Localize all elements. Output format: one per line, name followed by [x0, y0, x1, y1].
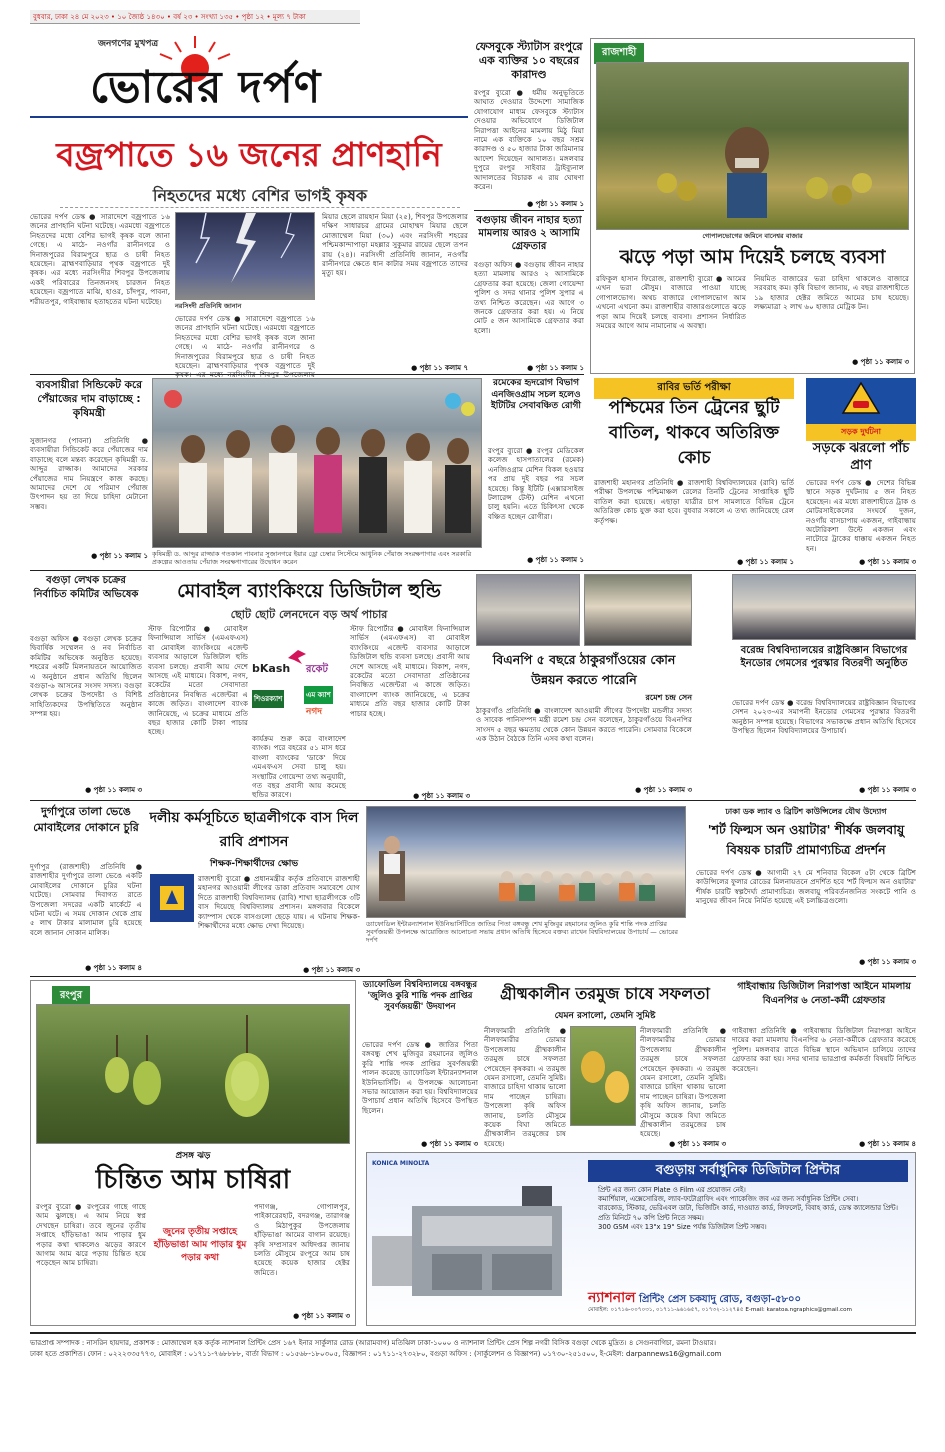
watermelon-body: নীলফামারী প্রতিনিধি ● নীলফামারীর ডোমার উপজেলায় গ্রীষ্মকালীন তরমুজ চাষে সফলতা পেয়েছেন কৃষকরা। এ তরমুজ যেমন রসালো, তেমনি সুমিষ্ট। বাজারে চাহিদা থাকায় ভালো দাম পাচ্ছেন চাষিরা। উপজেলা কৃষি অফিস জানায়, চলতি মৌসুমে কয়েক বিঘা জমিতে গ্রীষ্মকালীন তরমুজের চাষ হয়েছে। — [484, 1026, 566, 1148]
masthead-logo-block — [30, 28, 360, 113]
rangpur-jump: ● পৃষ্ঠা ১১ কলাম ৩ — [293, 1312, 350, 1320]
university-seal-icon — [152, 876, 192, 920]
bogura-murder-headline: বগুড়ায় জীবন নাহার হত্যা মামলায় আরও ২ আসামি গ্রেফতার — [476, 215, 582, 252]
car-crash-icon — [841, 381, 881, 415]
watermelon-subhead: যেমন রসালো, তেমনি সুমিষ্ট — [554, 1011, 656, 1021]
rail-headline: পশ্চিমের তিন ট্রেনের ছুটি বাতিল, থাকবে অতিরিক্ত কোচ — [608, 398, 780, 468]
ad-contact: মোবাইল: ০১৭১৬-০০৭০৩১, ০১৭১১-৯৬১৬৫৭, ০১৭৩২-১১২৭৪৫ E-mail: karatoa.ngraphics@gmail.com — [588, 1307, 852, 1313]
durgapur-body: দুর্গাপুর (রাজশাহী) প্রতিনিধি ● রাজশাহীর দুর্গাপুরে তালা ভেঙে একটি মোবাইলের দোকানে চুরির ঘটনা ঘটেছে। সোমবার দিবাগত রাতে উপজেলা সদরের একটি মার্কেটে এ ঘটনা ঘটে। এ সময় দোকান থেকে প্রায় ৫ লাখ টাকার মালামাল চুরি হয়েছে বলে জানান দোকান মালিক। — [30, 862, 142, 937]
gaibandha-headline: গাইবান্ধায় ডিজিটাল নিরাপত্তা আইনে মামলায় বিএনপির ৬ নেতা-কর্মী গ্রেফতার — [737, 981, 911, 1006]
climate-body: ভোরের দর্পণ ডেস্ক ● আগামী ২৭ মে শনিবার বিকেল ৫টা থেকে ব্রিটিশ কাউন্সিলের ফুলার রোডের মিলনায়তনে প্রদর্শিত হবে 'শর্ট ফিল্মস অন ওয়াটার' শীর্ষক চারটি স্বল্পদৈর্ঘ্য প্রামাণ্যচিত্র। জলবায়ু পরিবর্তনজনিত সংকটে পানি ও মানুষের জীবন নিয়ে নির্মিত হয়েছে এই চলচ্চিত্রগুলো। — [696, 868, 916, 906]
writers-jump: ● পৃষ্ঠা ১১ কলাম ৩ — [85, 786, 142, 794]
accident-body: ভোরের দর্পণ ডেস্ক ● দেশের বিভিন্ন স্থানে সড়ক দুর্ঘটনায় ৫ জন নিহত হয়েছেন। এর মধ্যে রাজশাহীতে ট্রাক ও মোটরসাইকেলের সংঘর্ষে দুজন, নওগাঁয় বাসচাপায় একজন, গাইবান্ধায় অটোরিকশা উল্টে একজন এবং নাটোরে ট্রাকের ধাক্কায় একজন নিহত হন। — [806, 478, 916, 553]
juliocurie-headline: ড্যাফোডিল বিশ্ববিদ্যালয়ে বঙ্গবন্ধুর 'জুলিও কুরি শান্তি পদক প্রাপ্তির সুবর্ণজয়ন্তী' উদযাপন — [362, 980, 478, 1012]
date-line: বুধবার, ঢাকা ২৪ মে ২০২৩ • ১০ জ্যৈষ্ঠ ১৪৩০ • বর্ষ ২৩ • সংখ্যা ১৩৫ • পৃষ্ঠা ১২ • মূল্য ৭ টাকা — [33, 13, 306, 21]
syndicate-body: সুজানগর (পাবনা) প্রতিনিধি ● ব্যবসায়ীরা সিন্ডিকেট করে পেঁয়াজের দাম বাড়াচ্ছে বলে মন্তব্য করেছেন কৃষিমন্ত্রী ড. আব্দুর রাজ্জাক। আমাদের সরকার পেঁয়াজের দাম নিয়ন্ত্রণে কাজ করছে। আমাদের দেশে যে পরিমাণ পেঁয়াজ উৎপাদন হয় তা দিয়ে চাহিদা মেটানো সম্ভব। — [30, 436, 148, 511]
climate-jump: ● পৃষ্ঠা ১১ কলাম ৩ — [859, 958, 916, 966]
footer-line2: ঢাকা হতে প্রকাশিত। ফোন : ০২২২৩৩৫৭৭৩, মোবাইল : ০১৭১১-৭৬৮৮৮৮, বার্তা বিভাগ : ০১৫৬৮-১৮০৩০৫, বিজ্ঞাপন : ০১৭১১-২৭৩২৮০, বগুড়া অফিস : (সার্কুলেশন ও বিজ্ঞাপন) ০১৭৩০-২৫১৫০০, ই-মেইল: darpannews16@gmail.com — [30, 1350, 722, 1358]
ad-bullet: প্রিন্ট এর জন্য কোন Plate ও Film এর প্রয়োজন নেই। — [598, 1186, 746, 1194]
ad-company-name: ন্যাশনাল — [588, 1290, 636, 1306]
ad-bullet: প্রতি মিনিটে ৭০ কপি প্রিন্ট নিতে সক্ষম। — [598, 1213, 704, 1222]
conference-caption: ড্যাফোডিল ইন্টারন্যাশনাল ইউনিভার্সিটিতে জাতির পিতা বঙ্গবন্ধু শেখ মুজিবুর রহমানের জুলিও কুরি শান্তি পদক প্রাপ্তির সুবর্ণজয়ন্তী উপলক্ষে আয়োজিত আলোচনা সভায় প্রধান অতিথি হিসেবে বক্তব্য রাখেন বিশ্ববিদ্যালয়ের উপাচার্য — ভোরের দর্পণ — [366, 920, 678, 944]
thakurgaon-body: ঠাকুরগাঁও প্রতিনিধি ● বাংলাদেশ আওয়ামী লীগের উপদেষ্টা মন্ডলীর সদস্য ও সাবেক পানিসম্পদ মন্ত্রী রমেশ চন্দ্র সেন বলেছেন, ঠাকুরগাঁওয়ে বিএনপির সাংসদ ৫ বছর ক্ষমতায় থেকে কোন উন্নয়ন করতে পারেনি। সোমবার বিকেলে এক উঠান বৈঠকে তিনি এসব কথা বলেন। — [476, 706, 692, 744]
facebook-jump: ● পৃষ্ঠা ১১ কলাম ১ — [527, 200, 584, 208]
ad-brand: KONICA MINOLTA — [372, 1160, 430, 1167]
lead-subhead: নিহতদের মধ্যে বেশির ভাগই কৃষক — [60, 184, 460, 208]
tagline: জনগণের মুখপত্র — [98, 39, 159, 49]
rail-jump: ● পৃষ্ঠা ১১ কলাম ১ — [737, 558, 794, 566]
rangpur-pullquote: জুনের তৃতীয় সপ্তাহে হাঁড়িভাঙা আম পাড়ার ধুম পড়ার কথা — [153, 1227, 247, 1263]
durgapur-headline: দুর্গাপুরে তালা ভেঙে মোবাইলের দোকানে চুরি — [33, 805, 139, 834]
accident-jump: ● পৃষ্ঠা ১১ কলাম ৩ — [859, 558, 916, 566]
thakurgaon-jump: ● পৃষ্ঠা ১১ কলাম ৩ — [635, 786, 692, 794]
mcash-logo: এম ক্যাশ — [304, 686, 333, 704]
mango-market-photo — [596, 62, 909, 230]
ad-company — [588, 1286, 908, 1304]
rocket-logo: রকেট — [306, 664, 328, 675]
ad-bullet: কমার্শিয়াল, এক্সেসোরিজ, ল্যাব-ফটোগ্রাফিং এবং প্যাকেজিং জব এর জন্য সর্বাধুনিক প্রিন্টিং সেবা। — [598, 1195, 859, 1204]
ad-headline: বগুড়ায় সর্বাধুনিক ডিজিটাল প্রিন্টার — [588, 1160, 908, 1182]
hundi-jump: ● পৃষ্ঠা ১১ কলাম ৩ — [413, 792, 470, 800]
hundi-body: স্টাফ রিপোর্টার ● মোবাইল ফিনান্সিয়াল সার্ভিস (এমএফএস) বা মোবাইল ব্যাংকিংয়ে এজেন্ট ব্যবসার আড়ালে ডিজিটাল হুন্ডি ব্যবসা চলছে। প্রবাসী আয় দেশে আসছে এই মাধ্যমে। বিকাশ, নগদ, রকেটের মতো সেবাদাতা প্রতিষ্ঠানের নিবন্ধিত এজেন্টরা এ কাজে জড়িত। বাংলাদেশ ব্যাংক জানিয়েছে, এ চক্রের মাধ্যমে প্রতি বছর হাজার কোটি টাকা পাচার হচ্ছে। — [148, 624, 248, 737]
writers-headline: বগুড়া লেখক চক্রের নির্বাচিত কমিটির অভিষেক — [33, 575, 139, 600]
facebook-body: রংপুর ব্যুরো ● ধর্মীয় অনুভূতিতে আঘাত দেওয়ার উদ্দেশ্যে সামাজিক যোগাযোগ মাধ্যম ফেসবুকে স্ট্যাটাস দেওয়ার অভিযোগে ডিজিটাল নিরাপত্তা আইনের মামলায় মিঠু মিয়া নামে এক ব্যক্তিকে ১০ বছর সশ্রম কারাদণ্ড ও ৫০ হাজার টাকা জরিমানার আদেশ দিয়েছেন আদালত। মঙ্গলবার দুপুরে রংপুর সাইবার ট্রাইব্যুনাল আদালতের বিচারক এ রায় ঘোষণা করেন। — [474, 88, 584, 192]
bkash-logo: bKash — [252, 662, 291, 675]
rangpur-tag: রংপুর — [52, 986, 90, 1007]
chhatra-headline: দলীয় কর্মসূচিতে ছাত্রলীগকে বাস দিল রাবি প্রশাসন — [149, 810, 359, 850]
hundi-body2: কার্যক্রম শুরু করে বাংলাদেশ ব্যাংক। পরে বহরের ৫১ মাস ধরে বাংলা ব্যাংকের 'ডাকে' দিয়ে এমএফএস সেবা চালু হয়। সংস্থাটির গোয়েন্দা তথ্য অনুযায়ী, গত বছর প্রবাসী আয় কমেছে হুন্ডির কারণে। — [252, 734, 346, 800]
thakurgaon-byline: রমেশ চন্দ্র সেন — [645, 693, 692, 702]
thakurgaon-headline: বিএনপি ৫ বছরে ঠাকুরগাঁওয়ের কোন উন্নয়ন করতে পারেনি — [492, 652, 676, 687]
hundi-logos — [252, 660, 346, 730]
syndicate-headline: ব্যবসায়ীরা সিন্ডিকেট করে পেঁয়াজের দাম বাড়াচ্ছে : কৃষিমন্ত্রী — [36, 379, 142, 419]
writers-body: বগুড়া অফিস ● বগুড়া লেখক চক্রের দ্বিবার্ষিক সম্মেলন ও নব নির্বাচিত কমিটির অভিষেক অনুষ্ঠিত হয়েছে। শহরের একটি মিলনায়তনে আয়োজিত এ অনুষ্ঠানে প্রধান অতিথি ছিলেন বগুড়া-৬ আসনের সংসদ সদস্য। বগুড়া লেখক চক্রের উপদেষ্টা ও বিশিষ্ট সাহিত্যিকদের উপস্থিতিতে অনুষ্ঠান সম্পন্ন হয়। — [30, 634, 142, 719]
bogura-murder-jump: ● পৃষ্ঠা ১১ কলাম ১ — [527, 364, 584, 372]
climate-headline: 'শর্ট ফিল্মস অন ওয়াটার' শীর্ষক জলবায়ু বিষয়ক চারটি প্রামাণ্যচিত্র প্রদর্শন — [707, 822, 905, 857]
logo-text: ভোরের দর্পণ — [90, 62, 322, 113]
nagad-logo: নগদ — [306, 707, 322, 717]
gaibandha-jump: ● পৃষ্ঠা ১১ কলাম ৪ — [859, 1140, 916, 1148]
rajshahi-headline: ঝড়ে পড়া আম দিয়েই চলছে ব্যবসা — [619, 246, 886, 268]
hundi-body3: স্টাফ রিপোর্টার ● মোবাইল ফিনান্সিয়াল সার্ভিস (এমএফএস) বা মোবাইল ব্যাংকিংয়ে এজেন্ট ব্যবসার আড়ালে ডিজিটাল হুন্ডি ব্যবসা চলছে। প্রবাসী আয় দেশে আসছে এই মাধ্যমে। বিকাশ, নগদ, রকেটের মতো সেবাদাতা প্রতিষ্ঠানের নিবন্ধিত এজেন্টরা এ কাজে জড়িত। বাংলাদেশ ব্যাংক জানিয়েছে, এ চক্রের মাধ্যমে প্রতি বছর হাজার কোটি টাকা পাচার হচ্ছে। — [350, 624, 470, 718]
accident-banner — [806, 378, 916, 424]
bird-logo-icon — [286, 648, 308, 666]
gaibandha-body: গাইবান্ধা প্রতিনিধি ● গাইবান্ধায় ডিজিটাল নিরাপত্তা আইনে দায়ের করা মামলায় বিএনপির ৬ নেতা-কর্মীকে গ্রেফতার করেছে পুলিশ। মঙ্গলবার রাতে বিভিন্ন স্থানে অভিযান চালিয়ে তাদের গ্রেফতার করা হয়। সদর থানার ভারপ্রাপ্ত কর্মকর্তা বিষয়টি নিশ্চিত করেছেন। — [732, 1026, 916, 1073]
rangpur-body: রংপুর ব্যুরো ● রংপুরের গাছে গাছে আম ঝুলছে। এ আম নিয়ে স্বপ্ন দেখছেন চাষিরা। তবে জুনের তৃতীয় সপ্তাহে হাঁড়িভাঙা আম পাড়ার ধুম পড়ার কথা থাকলেও ঝড়ের কারণে আগাম আম ঝরে পড়ায় চিন্তিত হয়ে পড়েছেন আম চাষিরা। — [36, 1202, 146, 1268]
printer-icon — [372, 1176, 582, 1306]
footer-imprint — [30, 1338, 916, 1364]
varendra-headline: বরেন্দ্র বিশ্ববিদ্যালয়ের রাষ্ট্রবিজ্ঞান বিভাগের ইনডোর গেমসের পুরস্কার বিতরণী অনুষ্ঠিত — [740, 645, 908, 669]
ad-bullet: 300 GSM এবং 13"x 19" Size পর্যন্ত ডিজিটাল প্রিন্ট সম্ভব। — [598, 1222, 767, 1231]
rajshahi-jump: ● পৃষ্ঠা ১১ কলাম ৩ — [852, 358, 909, 366]
syndicate-photo-caption: কৃষিমন্ত্রী ড. আব্দুর রাজ্জাক গতকাল পাবনার সুজানগরে ইয়ার ড্রো চেম্বার সিস্টেমে আধুনিক পেঁয়াজ সংরক্ষণাগার এবং সরকারি প্রকল্পের আওতায় পেঁয়াজ সংরক্ষণাগারের উদ্বোধন করেন — [152, 550, 472, 566]
juliocurie-jump: ● পৃষ্ঠা ১১ কলাম ৩ — [421, 1140, 478, 1148]
rmc-headline: রমেকের হৃদরোগ বিভাগ এনজিওগ্রাম সচল হলেও ইটিটির সেবাবঞ্চিত রোগী — [491, 378, 581, 411]
ad-bullets — [598, 1186, 908, 1282]
juliocurie-body: ভোরের দর্পণ ডেস্ক ● জাতির পিতা বঙ্গবন্ধু শেখ মুজিবুর রহমানের জুলিও কুরি শান্তি পদক প্রাপ্তির সুবর্ণজয়ন্তী পালন করেছে ড্যাফোডিল ইন্টারন্যাশনাল ইউনিভার্সিটি। এ উপলক্ষে আলোচনা সভার আয়োজন করা হয়। বিশ্ববিদ্যালয়ের উপাচার্য প্রধান অতিথি হিসেবে উপস্থিত ছিলেন। — [362, 1040, 478, 1115]
lead-body-col1b: ভোরের দর্পণ ডেস্ক ● সারাদেশে বজ্রপাতে ১৬ জনের প্রাণহানি ঘটনা ঘটেছে। এরমধ্যে বজ্রপাতে নিহতদের মধ্যে বেশির ভাগই কৃষক বলে জানা গেছে। এ মাঠে- নওগাঁর রানীনগরে ও দিনাজপুরের বিরামপুরে ছাত্র ও চাষী নিহত হয়েছেন। ব্রাহ্মণবাড়িয়ার পৃথক বজ্রপাতে দুই — [175, 314, 315, 371]
ad-bullet: বারকোড, স্টিকার, ভেরিএবল ডাটা, ভিজিটিং কার্ড, দাওয়াত কার্ড, লিফলেট, বিবাহ কার্ড, ডেস্ক ক্যালেন্ডার প্রিন্ট। — [598, 1204, 898, 1213]
climate-kicker: ঢাকা ডক ল্যাব ও ব্রিটিশ কাউন্সিলের যৌথ উদ্যোগ — [725, 807, 887, 816]
rajshahi-tag: রাজশাহী — [594, 43, 644, 64]
lead-body-col1: ভোরের দর্পণ ডেস্ক ● সারাদেশে বজ্রপাতে ১৬ জনের প্রাণহানি ঘটনা ঘটেছে। এরমধ্যে বজ্রপাতে নিহতদের মধ্যে বেশির ভাগই কৃষক বলে জানা গেছে। এ মাঠে- নওগাঁর রানীনগরে ও দিনাজপুরের বিরামপুরে ছাত্র ও চাষী নিহত হয়েছেন। ব্রাহ্মণবাড়িয়ার পৃথক বজ্রপাতে দুই কৃষক। এর মধ্যে নরসিংদীর শিবপুর উপজেলায় একই পরিবারের তিনজনসহ চারজন নিহত হয়েছেন। বজ্রপাতে মাঝি, হাওর, চাঁদপুর, পাবনা, শরীয়তপুর, গাইবান্ধায় হতাহতের ঘটনা ঘটেছে। — [30, 212, 170, 306]
footer-line1: ভারপ্রাপ্ত সম্পাদক : নাসরিন হায়দার, প্রকাশক : মোজাম্মেল হক কর্তৃক ন্যাশনাল প্রিন্টিং প্রেস ১৬৭ ইনার সার্কুলার রোড (আরামবাগ) মতিঝিল ঢাকা-১০০০ ও ন্যাশনাল প্রিন্টিং প্রেস শিল্প নগরী বিসিক বগুড়া থেকে মুদ্রিত। ৪ সেগুনবাগিচা, রমনা টাওয়ার। — [30, 1339, 716, 1347]
chhatra-subhead: শিক্ষক-শিক্ষার্থীদের ক্ষোভ — [209, 859, 299, 869]
thakurgaon-photo — [476, 574, 580, 646]
facebook-headline: ফেসবুকে স্ট্যাটাস রংপুরে এক ব্যক্তির ১০ বছরের কারাদণ্ড — [475, 40, 583, 81]
rmc-body: রংপুর ব্যুরো ● রংপুর মেডিকেল কলেজ হাসপাতালের (রমেক) এনজিওগ্রাম মেশিন বিকল হওয়ার পর প্রায় দুই বছর পর সচল হয়েছে। কিন্তু ইটিটি (এক্সারসাইজ টলারেন্স টেস্ট) মেশিন এখনো চালু হয়নি। এতে চিকিৎসা থেকে বঞ্চিত হচ্ছেন রোগীরা। — [488, 446, 584, 521]
chhatra-jump: ● পৃষ্ঠা ১১ কলাম ৩ — [303, 966, 360, 974]
thakurgaon-photo-2 — [584, 574, 692, 646]
printer-image — [372, 1176, 582, 1306]
surecash-logo: শিওরক্যাশ — [252, 690, 284, 708]
rajshahi-body2: নিয়মিত বাজারের ভরা চাহিদা থাকলেও বাজারে সরবরাহ কম। কৃষি বিভাগ জানায়, এ বছর রাজশাহীতে ১৯ হাজার হেক্টর জমিতে আমের চাষ হয়েছে। লক্ষ্যমাত্রা ২ লাখ ৬০ হাজার মেট্রিক টন। — [754, 274, 909, 312]
lightning-photo — [175, 212, 315, 300]
lead-jump: ● পৃষ্ঠা ১১ কলাম ৭ — [411, 364, 468, 372]
watermelon-photo — [570, 1026, 636, 1126]
rabi-seal — [150, 874, 194, 922]
hundi-headline: মোবাইল ব্যাংকিংয়ে ডিজিটাল হুন্ডি — [177, 580, 441, 602]
lead-photo-caption: নরসিংদী প্রতিনিধি জানান — [175, 302, 242, 310]
masthead-topbar — [30, 10, 360, 24]
watermelon-headline: গ্রীষ্মকালীন তরমুজ চাষে সফলতা — [500, 984, 710, 1003]
syndicate-jump: ● পৃষ্ঠা ১১ কলাম ১ — [91, 552, 148, 560]
accident-tag: সড়ক দুর্ঘটনা — [806, 424, 916, 441]
durgapur-jump: ● পৃষ্ঠা ১১ কলাম ৪ — [85, 964, 142, 972]
rmc-jump: ● পৃষ্ঠা ১১ কলাম ১ — [527, 556, 584, 564]
watermelon-jump: ● পৃষ্ঠা ১১ কলাম ৩ — [669, 1140, 726, 1148]
rail-tag: রাবির ভর্তি পরীক্ষা — [594, 378, 794, 399]
varendra-jump: ● পৃষ্ঠা ১১ কলাম ৩ — [859, 786, 916, 794]
mango-tree-photo — [36, 1004, 350, 1144]
ad-company-rest: প্রিন্টিং প্রেস চকযাদু রোড, বগুড়া-৫৮০০ — [639, 1294, 802, 1305]
varendra-photo — [732, 574, 916, 640]
rajshahi-caption: গোপালভোগের জমিনে বানেশ্বর বাজার — [702, 232, 803, 240]
varendra-body: ভোরের দর্পণ ডেস্ক ● বরেন্দ্র বিশ্ববিদ্যালয়ের রাষ্ট্রবিজ্ঞান বিভাগের সেশন ২০২৩-এর সমাপনী ইনডোর গেমসের পুরস্কার বিতরণী অনুষ্ঠান সম্পন্ন হয়েছে। বিভাগের সভাকক্ষে প্রধান অতিথি হিসেবে উপস্থিত ছিলেন বিশ্ববিদ্যালয়ের উপাচার্য। — [732, 698, 916, 736]
rangpur-headline: চিন্তিত আম চাষিরা — [95, 1165, 291, 1195]
hundi-subhead: ছোট ছোট লেনদেনে বড় অর্থ পাচার — [230, 608, 388, 621]
rail-body: রাজশাহী মহানগর প্রতিনিধি ● রাজশাহী বিশ্ববিদ্যালয়ের (রাবি) ভর্তি পরীক্ষা উপলক্ষে পশ্চিমাঞ্চল রেলের তিনটি ট্রেনের সাপ্তাহিক ছুটি বাতিল করা হয়েছে। এছাড়া যাত্রীর চাপ সামলাতে বিভিন্ন ট্রেনে অতিরিক্ত কোচ যুক্ত করা হবে। বুধবার সকালে এ তথ্য জানিয়েছে রেল কর্তৃপক্ষ। — [594, 478, 794, 525]
prasanga-label: প্রসঙ্গ ঝড় — [175, 1151, 211, 1161]
bogura-murder-body: বগুড়া অফিস ● বগুড়ায় জীবন নাহার হত্যা মামলায় আরও ২ আসামিকে গ্রেফতার করা হয়েছে। জেলা গোয়েন্দা পুলিশ ও সদর থানার পুলিশ সুপার এ তথ্য নিশ্চিত করেছেন। এর আগে ৩ জনকে গ্রেফতার করা হয়। এ নিয়ে মোট ৫ জন আসামিকে গ্রেফতার করা হলো। — [474, 260, 584, 335]
rajshahi-body: রফিকুল হাসান ফিরোজ, রাজশাহী ব্যুরো ● আমের এখন ভরা মৌসুম। বাজারে পাওয়া যাচ্ছে গোপালভোগ। অথচ বাজারে গোপালভোগ আম এখনো এখনো কম। রাজশাহীর বাজারগুলোতে ঝড়ে পড়া আম দিয়েই চলছে ব্যবসা। প্রশাসন নির্ধারিত সময়ের আগে আম নামানোয় এ অবস্থা। — [596, 274, 746, 331]
conference-photo — [366, 806, 686, 918]
lead-body-col2: মিয়ার ছেলে রায়হান মিয়া (২৫), শিবপুর উপজেলার দক্ষিণ সাধারচর গ্রামের মোহাম্মদ মিয়ার ছেলে মোজাম্মেল মিয়া (৩০) এবং নরসিংদী শহরের পশ্চিমকান্দাপাড়া মহল্লার সুকুমার রায়ের ছেলে তপন রায় (২৪)। নরসিংদী প্রতিনিধি জানান, নওগাঁর রানীনগরে ক্ষেতে ধান কাটার সময় বজ্রপাতে তাদের মৃত্যু হয়। — [322, 212, 468, 278]
accident-headline: সড়কে ঝরলো পাঁচ প্রাণ — [812, 441, 910, 473]
chhatra-body: রাজশাহী ব্যুরো ● প্রধানমন্ত্রীর কর্তৃক প্রতিবাদে রাজশাহী মহানগর আওয়ামী লীগের ডাকা প্রতিবাদ সমাবেশে যোগ দিতে রাজশাহী বিশ্ববিদ্যালয় (রাবি) শাখা ছাত্রলীগকে ৩টি বাস দিয়েছে বিশ্ববিদ্যালয় প্রশাসন। মঙ্গলবার বিকেলে ক্যাম্পাস থেকে বাসগুলো ছেড়ে যায়। এ ঘটনায় শিক্ষক-শিক্ষার্থীদের মধ্যে ক্ষোভ দেখা দিয়েছে। — [198, 874, 360, 931]
watermelon-body2: নীলফামারী প্রতিনিধি ● নীলফামারীর ডোমার উপজেলায় গ্রীষ্মকালীন তরমুজ চাষে সফলতা পেয়েছেন কৃষকরা। এ তরমুজ যেমন রসালো, তেমনি সুমিষ্ট। বাজারে চাহিদা থাকায় ভালো দাম পাচ্ছেন চাষিরা। উপজেলা কৃষি অফিস জানায়, চলতি মৌসুমে কয়েক বিঘা জমিতে গ্রীষ্মকালীন তরমুজের চাষ হয়েছে। — [640, 1026, 726, 1139]
rangpur-body2: পদাগঞ্জ, গোপালপুর, পাইকারেরহাট, বদরগঞ্জ, তারাগঞ্জ ও মিঠাপুকুর উপজেলায় হাঁড়িভাঙা আমের বাগান রয়েছে। কৃষি সম্প্রসারণ অধিদপ্তর জানায় চলতি মৌসুমে রংপুরে আম চাষ হয়েছে কয়েক হাজার হেক্টর জমিতে। — [254, 1202, 350, 1277]
lead-headline: বজ্রপাতে ১৬ জনের প্রাণহানি — [56, 135, 442, 174]
onion-storage-photo — [152, 378, 482, 548]
